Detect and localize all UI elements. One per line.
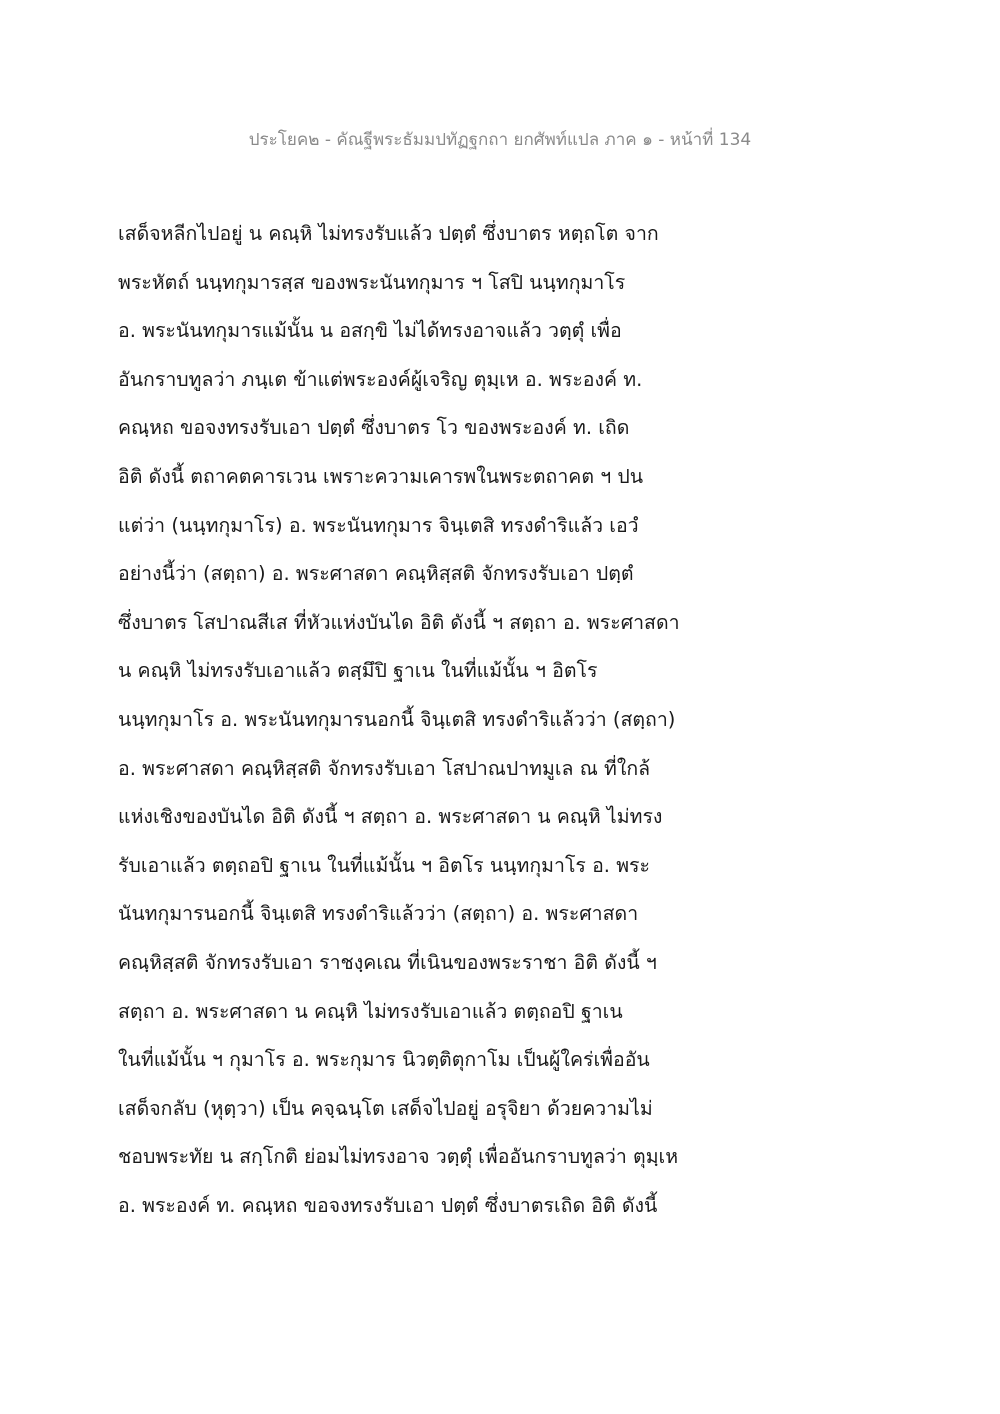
text-line: ซึ่งบาตร โสปาณสีเส ที่หัวแห่งบันได อิติ ดังนี้ ฯ สตฺถา อ. พระศาสดา	[118, 610, 680, 634]
text-line: อ. พระศาสดา คณฺหิสฺสติ จักทรงรับเอา โสปาณปาทมูเล ณ ที่ใกล้	[118, 756, 651, 780]
text-line: อ. พระองค์ ท. คณฺหถ ขอจงทรงรับเอา ปตฺตํ ซึ่งบาตรเถิด อิติ ดังนี้	[118, 1193, 658, 1217]
text-line: คณฺหิสฺสติ จักทรงรับเอา ราชงฺคเณ ที่เนินของพระราชา อิติ ดังนี้ ฯ	[118, 950, 657, 974]
text-line: เสด็จกลับ (หุตฺวา) เป็น คจฺฉนฺโต เสด็จไปอยู่ อรุจิยา ด้วยความไม่	[118, 1096, 653, 1120]
text-line: นนฺทกุมาโร อ. พระนันทกุมารนอกนี้ จินฺเตสิ ทรงดำริแล้วว่า (สตฺถา)	[118, 707, 676, 731]
text-line: อย่างนี้ว่า (สตฺถา) อ. พระศาสดา คณฺหิสฺสติ จักทรงรับเอา ปตฺตํ	[118, 562, 634, 586]
text-line: น คณฺหิ ไม่ทรงรับเอาแล้ว ตสฺมึปิ ฐาเน ในที่แม้นั้น ฯ อิตโร	[118, 659, 598, 683]
text-line: อันกราบทูลว่า ภนฺเต ข้าแต่พระองค์ผู้เจริญ ตุมฺเห อ. พระองค์ ท.	[118, 367, 643, 391]
text-line: รับเอาแล้ว ตตฺถอปิ ฐาเน ในที่แม้นั้น ฯ อิตโร นนฺทกุมาโร อ. พระ	[118, 853, 651, 877]
text-line: สตฺถา อ. พระศาสดา น คณฺหิ ไม่ทรงรับเอาแล้ว ตตฺถอปิ ฐาเน	[118, 999, 623, 1023]
text-line: แต่ว่า (นนฺทกุมาโร) อ. พระนันทกุมาร จินฺเตสิ ทรงดำริแล้ว เอวํ	[118, 513, 639, 537]
text-line: อิติ ดังนี้ ตถาคตคารเวน เพราะความเคารพในพระตถาคต ฯ ปน	[118, 464, 644, 488]
text-line: แห่งเชิงของบันได อิติ ดังนี้ ฯ สตฺถา อ. พระศาสดา น คณฺหิ ไม่ทรง	[118, 805, 663, 829]
text-line: คณฺหถ ขอจงทรงรับเอา ปตฺตํ ซึ่งบาตร โว ของพระองค์ ท. เถิด	[118, 416, 630, 440]
text-line: ในที่แม้นั้น ฯ กุมาโร อ. พระกุมาร นิวตฺติตุกาโม เป็นผู้ใคร่เพื่ออัน	[118, 1048, 650, 1072]
running-header: ประโยค๒ - คัณฐีพระธัมมปทัฏฐกถา ยกศัพท์แปล ภาค ๑ - หน้าที่ 134	[248, 130, 752, 150]
text-line: นันทกุมารนอกนี้ จินฺเตสิ ทรงดำริแล้วว่า (สตฺถา) อ. พระศาสดา	[118, 902, 639, 926]
body-text	[118, 210, 918, 1230]
text-line: พระหัตถ์ นนฺทกุมารสฺส ของพระนันทกุมาร ฯ โสปิ นนฺทกุมาโร	[118, 270, 626, 294]
text-line: อ. พระนันทกุมารแม้นั้น น อสกฺขิ ไม่ได้ทรงอาจแล้ว วตฺตุํ เพื่อ	[118, 319, 622, 343]
text-line: ชอบพระทัย น สกฺโกติ ย่อมไม่ทรงอาจ วตฺตุํ เพื่ออันกราบทูลว่า ตุมฺเห	[118, 1145, 679, 1169]
text-line: เสด็จหลีกไปอยู่ น คณฺหิ ไม่ทรงรับแล้ว ปตฺตํ ซึ่งบาตร หตฺถโต จาก	[118, 222, 659, 245]
